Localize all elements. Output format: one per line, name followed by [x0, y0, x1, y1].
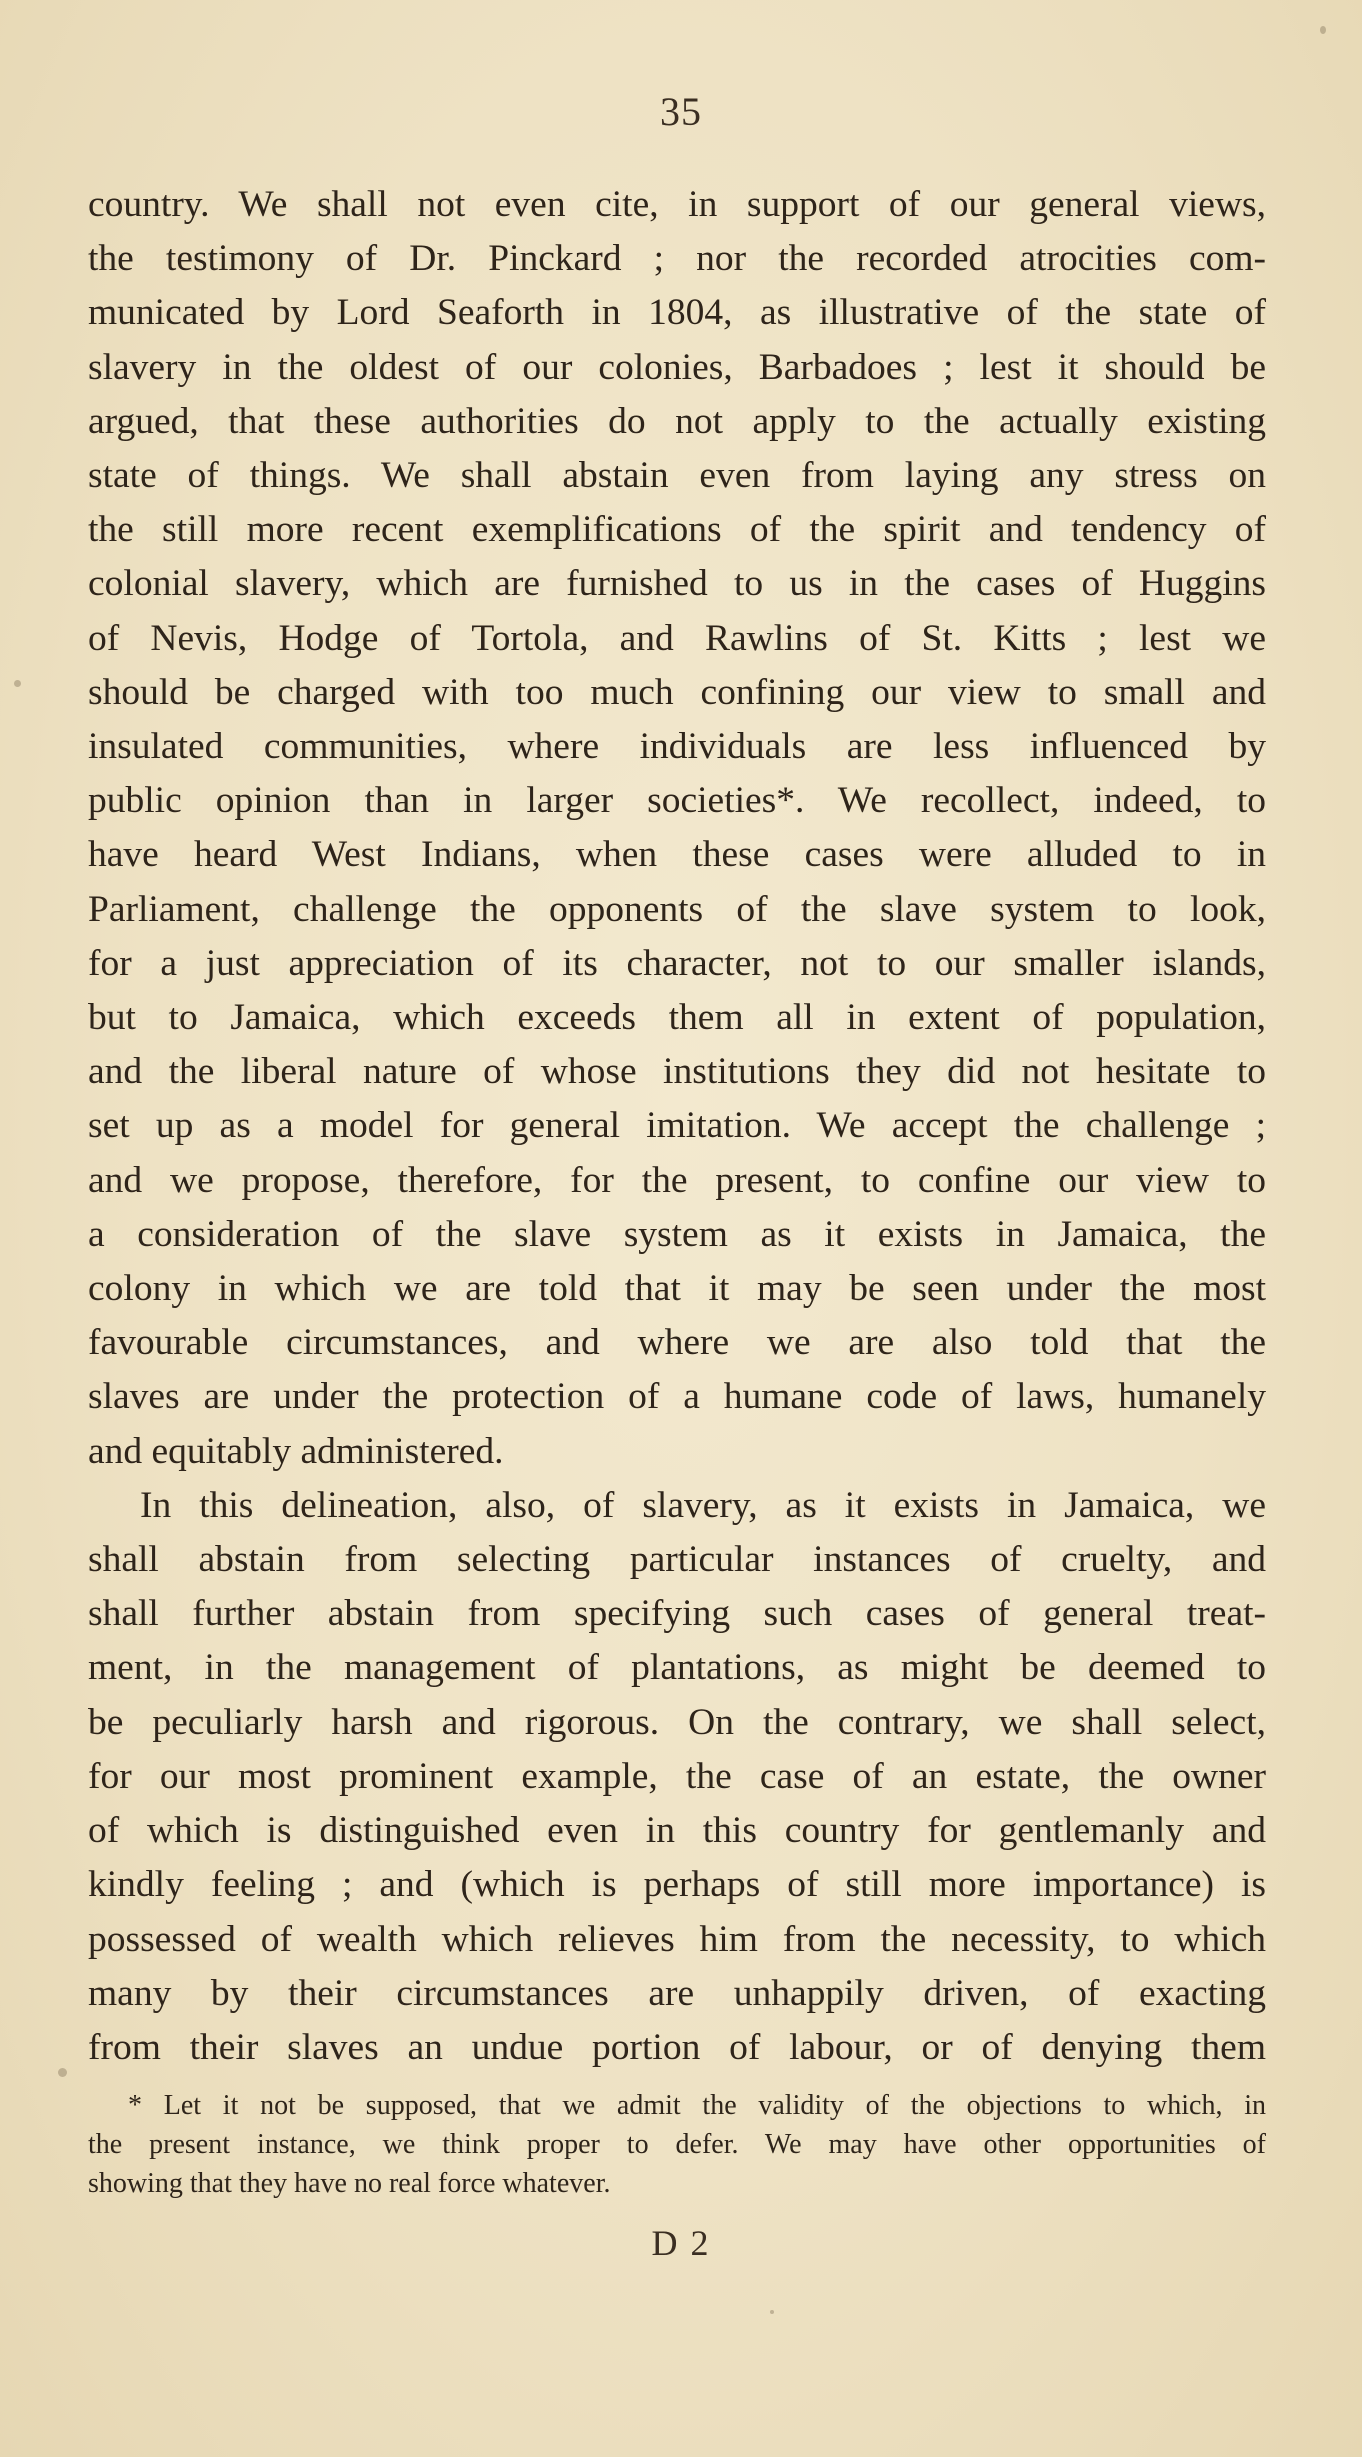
text-line: argued, that these authorities do not apply to the actually existing	[88, 400, 1266, 442]
footnote-line: * Let it not be supposed, that we admit the validity of the objections to which, in	[128, 2090, 1266, 2121]
text-line: should be charged with too much confining our view to small and	[88, 671, 1266, 713]
text-line: shall abstain from selecting particular instances of cruelty, and	[88, 1539, 1266, 1581]
paper-speck	[770, 2310, 774, 2314]
text-line: slavery in the oldest of our colonies, Barbadoes ; lest it should be	[88, 346, 1266, 388]
text-line: slaves are under the protection of a humane code of laws, humanely	[88, 1376, 1266, 1418]
text-line: and we propose, therefore, for the present, to confine our view to	[88, 1159, 1266, 1201]
body-text	[88, 178, 1266, 2075]
text-line: ment, in the management of plantations, as might be deemed to	[88, 1647, 1266, 1689]
text-line: but to Jamaica, which exceeds them all in extent of population,	[88, 997, 1266, 1039]
paper-speck	[14, 680, 21, 687]
text-line: be peculiarly harsh and rigorous. On the contrary, we shall select,	[88, 1701, 1266, 1743]
text-line: shall further abstain from specifying such cases of general treat-	[88, 1593, 1266, 1635]
text-line: have heard West Indians, when these cases were alluded to in	[88, 834, 1266, 876]
text-line: for our most prominent example, the case of an estate, the owner	[88, 1755, 1266, 1797]
text-line: many by their circumstances are unhappily driven, of exacting	[88, 1972, 1266, 2014]
paper-speck	[1320, 26, 1326, 34]
text-line: Parliament, challenge the opponents of the slave system to look,	[88, 888, 1266, 930]
text-line: for a just appreciation of its character, not to our smaller islands,	[88, 942, 1266, 984]
footnote	[88, 2086, 1266, 2203]
text-line: from their slaves an undue portion of labour, or of denying them	[88, 2026, 1266, 2068]
text-line: state of things. We shall abstain even from laying any stress on	[88, 455, 1266, 497]
text-line: insulated communities, where individuals are less influenced by	[88, 726, 1266, 768]
text-line: country. We shall not even cite, in support of our general views,	[88, 184, 1266, 225]
text-line: municated by Lord Seaforth in 1804, as illustrative of the state of	[88, 292, 1266, 334]
text-line: public opinion than in larger societies*. We recollect, indeed, to	[88, 780, 1266, 822]
page-number: 35	[660, 89, 702, 134]
footnote-line: the present instance, we think proper to defer. We may have other opportunities of	[88, 2129, 1266, 2160]
text-line: the testimony of Dr. Pinckard ; nor the recorded atrocities com-	[88, 238, 1266, 280]
text-line: the still more recent exemplifications of the spirit and tendency of	[88, 509, 1266, 551]
text-line: of which is distinguished even in this country for gentlemanly and	[88, 1810, 1266, 1852]
paragraph-start-line: In this delineation, also, of slavery, as it exists in Jamaica, we	[140, 1484, 1266, 1526]
text-line: kindly feeling ; and (which is perhaps of still more importance) is	[88, 1864, 1266, 1906]
paper-speck	[58, 2068, 67, 2077]
text-line: favourable circumstances, and where we are also told that the	[88, 1322, 1266, 1364]
text-line: of Nevis, Hodge of Tortola, and Rawlins of St. Kitts ; lest we	[88, 617, 1266, 659]
signature-mark: D 2	[651, 2223, 711, 2263]
paragraph-end-line: and equitably administered.	[88, 1430, 504, 1472]
text-line: colonial slavery, which are furnished to us in the cases of Huggins	[88, 563, 1266, 605]
text-line: colony in which we are told that it may be seen under the most	[88, 1268, 1266, 1310]
text-line: set up as a model for general imitation. We accept the challenge ;	[88, 1105, 1266, 1147]
text-line: possessed of wealth which relieves him from the necessity, to which	[88, 1918, 1266, 1960]
text-line: and the liberal nature of whose institutions they did not hesitate to	[88, 1051, 1266, 1093]
footnote-line: showing that they have no real force whatever.	[88, 2168, 611, 2199]
text-line: a consideration of the slave system as it exists in Jamaica, the	[88, 1213, 1266, 1255]
